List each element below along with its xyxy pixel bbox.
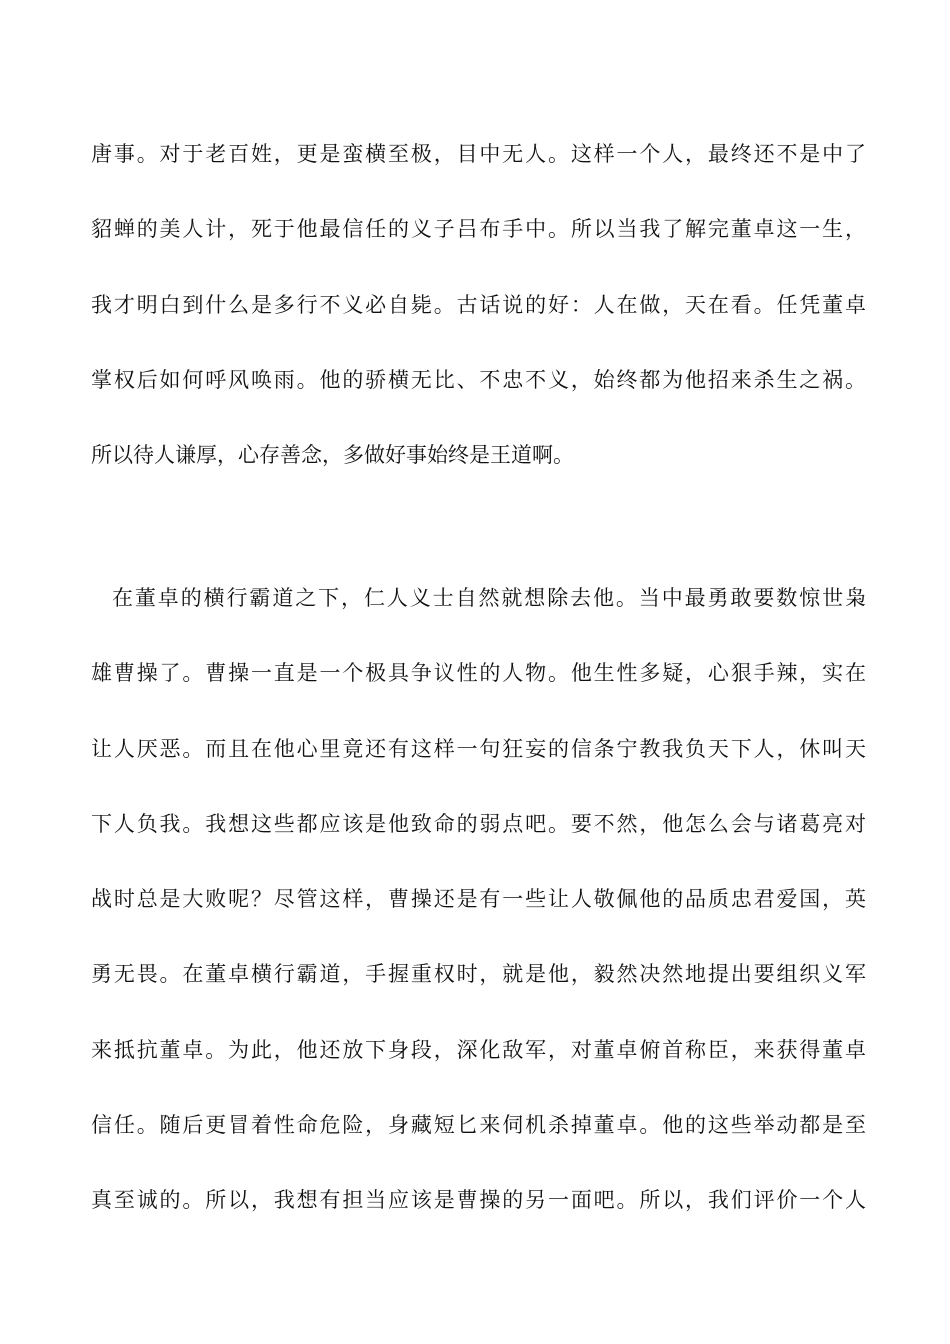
paragraph-line: 貂蝉的美人计，死于他最信任的义子吕布手中。所以当我了解完董卓这一生， bbox=[91, 217, 866, 242]
paragraph-line: 来抵抗董卓。为此，他还放下身段，深化敌军，对董卓俯首称臣，来获得董卓 bbox=[91, 1037, 866, 1062]
paragraph-line: 让人厌恶。而且在他心里竟还有这样一句狂妄的信条宁教我负天下人，休叫天 bbox=[91, 736, 866, 761]
paragraph-line: 雄曹操了。曹操一直是一个极具争议性的人物。他生性多疑，心狠手辣，实在 bbox=[91, 661, 866, 686]
paragraph-line: 在董卓的横行霸道之下，仁人义士自然就想除去他。当中最勇敢要数惊世枭 bbox=[112, 586, 866, 610]
paragraph-2 bbox=[91, 561, 866, 1239]
paragraph-line: 真至诚的。所以，我想有担当应该是曹操的另一面吧。所以，我们评价一个人 bbox=[91, 1188, 866, 1213]
paragraph-line: 勇无畏。在董卓横行霸道，手握重权时，就是他，毅然决然地提出要组织义军 bbox=[91, 962, 866, 987]
paragraph-line: 唐事。对于老百姓，更是蛮横至极，目中无人。这样一个人，最终还不是中了 bbox=[91, 142, 866, 166]
paragraph-1 bbox=[91, 117, 866, 493]
paragraph-line: 信任。随后更冒着性命危险，身藏短匕来伺机杀掉董卓。他的这些举动都是至 bbox=[91, 1113, 866, 1138]
paragraph-line: 掌权后如何呼风唤雨。他的骄横无比、不忠不义，始终都为他招来杀生之祸。 bbox=[91, 367, 866, 392]
paragraph-line: 战时总是大败呢？尽管这样，曹操还是有一些让人敬佩他的品质忠君爱国，英 bbox=[91, 887, 866, 912]
paragraph-line: 我才明白到什么是多行不义必自毙。古话说的好：人在做，天在看。任凭董卓 bbox=[91, 292, 866, 317]
paragraph-line: 下人负我。我想这些都应该是他致命的弱点吧。要不然，他怎么会与诸葛亮对 bbox=[91, 811, 866, 836]
paragraph-line: 所以待人谦厚，心存善念，多做好事始终是王道啊。 bbox=[91, 443, 574, 468]
